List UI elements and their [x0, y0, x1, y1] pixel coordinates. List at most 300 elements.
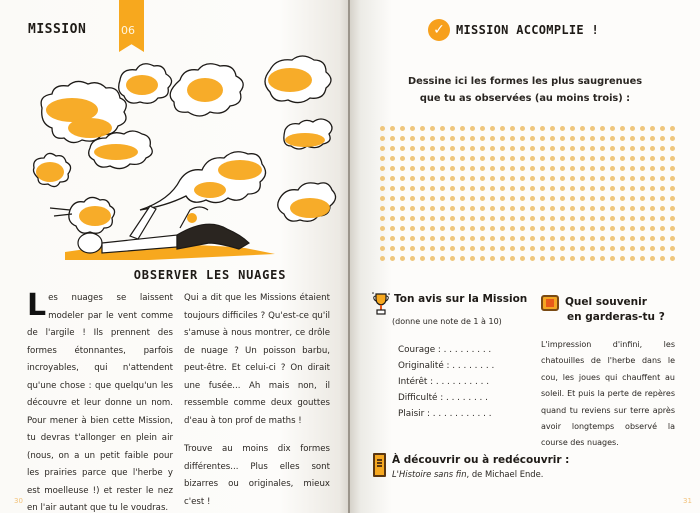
grid-dot: [510, 226, 515, 231]
grid-dot: [670, 226, 675, 231]
grid-dot: [570, 166, 575, 171]
grid-dot: [560, 126, 565, 131]
grid-dot: [580, 156, 585, 161]
grid-dot: [400, 236, 405, 241]
grid-dot: [530, 226, 535, 231]
grid-dot: [450, 246, 455, 251]
grid-dot: [500, 236, 505, 241]
grid-dot: [660, 216, 665, 221]
grid-dot: [390, 126, 395, 131]
grid-dot: [470, 196, 475, 201]
grid-dot: [610, 256, 615, 261]
grid-dot: [660, 206, 665, 211]
grid-dot: [500, 156, 505, 161]
grid-dot: [520, 136, 525, 141]
grid-dot: [440, 126, 445, 131]
grid-dot: [530, 246, 535, 251]
rating-blank[interactable]: . . . . . . . . . .: [435, 377, 490, 387]
grid-dot: [520, 206, 525, 211]
grid-dot: [640, 226, 645, 231]
grid-dot: [520, 186, 525, 191]
grid-dot: [520, 126, 525, 131]
grid-dot: [420, 206, 425, 211]
grid-dot: [650, 256, 655, 261]
grid-dot: [500, 146, 505, 151]
grid-dot: [430, 226, 435, 231]
grid-dot: [580, 256, 585, 261]
grid-dot: [480, 176, 485, 181]
grid-dot: [530, 236, 535, 241]
drawing-dot-grid[interactable]: [378, 124, 678, 266]
grid-dot: [460, 166, 465, 171]
grid-dot: [550, 246, 555, 251]
grid-dot: [480, 216, 485, 221]
grid-dot: [400, 126, 405, 131]
grid-dot: [490, 156, 495, 161]
grid-dot: [530, 126, 535, 131]
grid-dot: [540, 176, 545, 181]
grid-dot: [540, 156, 545, 161]
grid-dot: [610, 176, 615, 181]
grid-dot: [490, 236, 495, 241]
grid-dot: [590, 146, 595, 151]
grid-dot: [490, 206, 495, 211]
rating-label: Originalité :: [398, 361, 450, 371]
grid-dot: [580, 126, 585, 131]
grid-dot: [590, 206, 595, 211]
grid-dot: [380, 226, 385, 231]
grid-dot: [520, 226, 525, 231]
grid-dot: [530, 186, 535, 191]
rating-list: [398, 342, 532, 422]
grid-dot: [450, 196, 455, 201]
grid-dot: [590, 246, 595, 251]
grid-dot: [380, 206, 385, 211]
grid-dot: [670, 136, 675, 141]
grid-dot: [670, 246, 675, 251]
grid-dot: [620, 216, 625, 221]
rating-row-interet[interactable]: [398, 374, 532, 390]
grid-dot: [630, 166, 635, 171]
grid-dot: [630, 216, 635, 221]
grid-dot: [460, 196, 465, 201]
grid-dot: [610, 246, 615, 251]
grid-dot: [440, 216, 445, 221]
grid-dot: [650, 196, 655, 201]
photo-frame-icon: [541, 295, 559, 311]
grid-dot: [410, 226, 415, 231]
souvenir-text: L'impression d'infini, les chatouilles de l'herbe dans le cou, les joues qui chauffent au soleil. Et puis la perte de repères quand tu reviens sur terre après avoir longtemps observé la course des nuages.: [541, 340, 675, 448]
grid-dot: [520, 166, 525, 171]
book-author: , de Michael Ende.: [466, 469, 544, 479]
grid-dot: [580, 146, 585, 151]
rating-label: Intérêt :: [398, 377, 434, 387]
grid-dot: [600, 176, 605, 181]
grid-dot: [500, 196, 505, 201]
draw-instruction-line-1: Dessine ici les formes les plus saugrenues: [407, 76, 643, 87]
grid-dot: [660, 246, 665, 251]
grid-dot: [630, 176, 635, 181]
grid-dot: [650, 176, 655, 181]
grid-dot: [670, 186, 675, 191]
grid-dot: [630, 126, 635, 131]
grid-dot: [430, 196, 435, 201]
grid-dot: [620, 246, 625, 251]
grid-dot: [640, 126, 645, 131]
grid-dot: [540, 236, 545, 241]
grid-dot: [380, 156, 385, 161]
grid-dot: [610, 226, 615, 231]
grid-dot: [570, 236, 575, 241]
grid-dot: [640, 246, 645, 251]
rating-row-courage[interactable]: [398, 342, 532, 358]
grid-dot: [380, 256, 385, 261]
column-2-paragraph-1: Qui a dit que les Missions étaient toujours difficiles ? Qu'est-ce qu'il s'amuse à nous montrer, ce drôle de nuage ? Un poisson barbu, peut-être. Et celui-ci ? On dirait une fusée... Ah mais non, il ressemble comme deux gouttes d'eau à ton prof de maths !: [184, 293, 330, 426]
grid-dot: [440, 176, 445, 181]
grid-dot: [540, 246, 545, 251]
rating-blank[interactable]: . . . . . . . .: [452, 361, 495, 371]
grid-dot: [490, 256, 495, 261]
grid-dot: [660, 146, 665, 151]
grid-dot: [660, 226, 665, 231]
grid-dot: [440, 156, 445, 161]
grid-dot: [450, 166, 455, 171]
grid-dot: [580, 226, 585, 231]
rating-row-originalite[interactable]: [398, 358, 532, 374]
grid-dot: [390, 256, 395, 261]
grid-dot: [460, 246, 465, 251]
grid-dot: [620, 206, 625, 211]
rating-blank[interactable]: . . . . . . . . .: [443, 345, 492, 355]
grid-dot: [440, 136, 445, 141]
grid-dot: [590, 186, 595, 191]
grid-dot: [530, 176, 535, 181]
grid-dot: [420, 146, 425, 151]
grid-dot: [670, 166, 675, 171]
grid-dot: [460, 146, 465, 151]
grid-dot: [440, 246, 445, 251]
grid-dot: [620, 196, 625, 201]
grid-dot: [640, 206, 645, 211]
grid-dot: [450, 186, 455, 191]
grid-dot: [520, 196, 525, 201]
rating-row-plaisir[interactable]: [398, 406, 532, 422]
grid-dot: [570, 226, 575, 231]
grid-dot: [510, 196, 515, 201]
grid-dot: [390, 136, 395, 141]
grid-dot: [660, 166, 665, 171]
grid-dot: [460, 156, 465, 161]
grid-dot: [410, 166, 415, 171]
grid-dot: [500, 136, 505, 141]
grid-dot: [480, 196, 485, 201]
grid-dot: [580, 176, 585, 181]
grid-dot: [660, 136, 665, 141]
grid-dot: [530, 146, 535, 151]
grid-dot: [550, 176, 555, 181]
rating-label: Courage :: [398, 345, 441, 355]
grid-dot: [630, 196, 635, 201]
grid-dot: [600, 256, 605, 261]
grid-dot: [510, 186, 515, 191]
grid-dot: [610, 156, 615, 161]
grid-dot: [440, 166, 445, 171]
grid-dot: [420, 216, 425, 221]
grid-dot: [490, 126, 495, 131]
grid-dot: [570, 136, 575, 141]
grid-dot: [420, 256, 425, 261]
grid-dot: [450, 256, 455, 261]
grid-dot: [470, 216, 475, 221]
grid-dot: [620, 136, 625, 141]
grid-dot: [620, 186, 625, 191]
grid-dot: [580, 216, 585, 221]
grid-dot: [480, 246, 485, 251]
grid-dot: [510, 156, 515, 161]
grid-dot: [670, 206, 675, 211]
grid-dot: [440, 256, 445, 261]
grid-dot: [540, 136, 545, 141]
mission-header: [28, 22, 135, 37]
grid-dot: [560, 156, 565, 161]
grid-dot: [390, 226, 395, 231]
grid-dot: [600, 126, 605, 131]
grid-dot: [470, 236, 475, 241]
grid-dot: [450, 206, 455, 211]
grid-dot: [590, 176, 595, 181]
grid-dot: [430, 166, 435, 171]
grid-dot: [410, 206, 415, 211]
grid-dot: [470, 246, 475, 251]
rating-section: [372, 292, 532, 422]
grid-dot: [420, 126, 425, 131]
grid-dot: [500, 246, 505, 251]
draw-instruction: [380, 73, 670, 107]
grid-dot: [650, 186, 655, 191]
grid-dot: [410, 176, 415, 181]
grid-dot: [640, 236, 645, 241]
grid-dot: [600, 246, 605, 251]
grid-dot: [560, 136, 565, 141]
grid-dot: [410, 136, 415, 141]
grid-dot: [500, 216, 505, 221]
grid-dot: [480, 206, 485, 211]
grid-dot: [590, 226, 595, 231]
grid-dot: [580, 196, 585, 201]
grid-dot: [620, 226, 625, 231]
grid-dot: [480, 136, 485, 141]
grid-dot: [620, 176, 625, 181]
grid-dot: [610, 146, 615, 151]
mission-accomplished-header: [428, 19, 599, 41]
rating-row-difficulte[interactable]: [398, 390, 532, 406]
grid-dot: [450, 136, 455, 141]
grid-dot: [610, 166, 615, 171]
grid-dot: [510, 126, 515, 131]
trophy-icon: [372, 292, 390, 316]
grid-dot: [580, 236, 585, 241]
grid-dot: [520, 236, 525, 241]
grid-dot: [670, 196, 675, 201]
grid-dot: [650, 236, 655, 241]
grid-dot: [380, 126, 385, 131]
grid-dot: [570, 156, 575, 161]
grid-dot: [550, 126, 555, 131]
grid-dot: [550, 156, 555, 161]
draw-instruction-line-2: que tu as observées (au moins trois) :: [419, 93, 631, 104]
grid-dot: [430, 186, 435, 191]
grid-dot: [490, 186, 495, 191]
grid-dot: [590, 256, 595, 261]
grid-dot: [490, 166, 495, 171]
grid-dot: [570, 146, 575, 151]
grid-dot: [510, 166, 515, 171]
grid-dot: [550, 186, 555, 191]
grid-dot: [660, 176, 665, 181]
grid-dot: [530, 196, 535, 201]
grid-dot: [510, 136, 515, 141]
grid-dot: [550, 146, 555, 151]
grid-dot: [510, 216, 515, 221]
grid-dot: [490, 246, 495, 251]
grid-dot: [470, 256, 475, 261]
grid-dot: [560, 146, 565, 151]
book-title: L'Histoire sans fin: [392, 469, 467, 479]
grid-dot: [430, 216, 435, 221]
grid-dot: [480, 256, 485, 261]
grid-dot: [650, 206, 655, 211]
grid-dot: [390, 246, 395, 251]
grid-dot: [580, 136, 585, 141]
grid-dot: [470, 136, 475, 141]
grid-dot: [410, 186, 415, 191]
grid-dot: [420, 136, 425, 141]
grid-dot: [550, 136, 555, 141]
grid-dot: [640, 136, 645, 141]
grid-dot: [510, 256, 515, 261]
grid-dot: [640, 166, 645, 171]
discover-title: À découvrir ou à redécouvrir :: [392, 454, 570, 466]
grid-dot: [600, 166, 605, 171]
grid-dot: [490, 176, 495, 181]
grid-dot: [400, 186, 405, 191]
grid-dot: [670, 256, 675, 261]
grid-dot: [450, 146, 455, 151]
grid-dot: [400, 256, 405, 261]
grid-dot: [600, 226, 605, 231]
grid-dot: [640, 196, 645, 201]
grid-dot: [400, 146, 405, 151]
grid-dot: [520, 216, 525, 221]
check-circle-icon: ✓: [428, 19, 450, 41]
grid-dot: [490, 226, 495, 231]
grid-dot: [640, 176, 645, 181]
grid-dot: [650, 136, 655, 141]
grid-dot: [540, 196, 545, 201]
grid-dot: [630, 236, 635, 241]
grid-dot: [580, 166, 585, 171]
grid-dot: [590, 166, 595, 171]
grid-dot: [390, 206, 395, 211]
grid-dot: [400, 206, 405, 211]
grid-dot: [590, 126, 595, 131]
grid-dot: [460, 236, 465, 241]
grid-dot: [430, 246, 435, 251]
grid-dot: [410, 256, 415, 261]
grid-dot: [410, 126, 415, 131]
grid-dot: [420, 166, 425, 171]
grid-dot: [570, 246, 575, 251]
grid-dot: [550, 236, 555, 241]
grid-dot: [610, 126, 615, 131]
grid-dot: [430, 136, 435, 141]
grid-dot: [560, 236, 565, 241]
grid-dot: [550, 216, 555, 221]
grid-dot: [560, 226, 565, 231]
grid-dot: [530, 256, 535, 261]
grid-dot: [500, 206, 505, 211]
discover-section: [373, 453, 569, 481]
grid-dot: [660, 126, 665, 131]
rating-title: Ton avis sur la Mission: [394, 293, 528, 305]
grid-dot: [480, 186, 485, 191]
grid-dot: [380, 216, 385, 221]
grid-dot: [670, 126, 675, 131]
grid-dot: [540, 226, 545, 231]
grid-dot: [530, 136, 535, 141]
grid-dot: [440, 226, 445, 231]
grid-dot: [490, 196, 495, 201]
grid-dot: [420, 246, 425, 251]
grid-dot: [640, 146, 645, 151]
grid-dot: [670, 216, 675, 221]
grid-dot: [620, 156, 625, 161]
grid-dot: [480, 236, 485, 241]
page-number-left: 30: [14, 497, 23, 505]
grid-dot: [430, 256, 435, 261]
grid-dot: [500, 166, 505, 171]
discover-text: [392, 467, 569, 481]
rating-label: Plaisir :: [398, 409, 430, 419]
grid-dot: [470, 186, 475, 191]
grid-dot: [450, 216, 455, 221]
grid-dot: [470, 206, 475, 211]
grid-dot: [620, 256, 625, 261]
grid-dot: [440, 186, 445, 191]
grid-dot: [580, 186, 585, 191]
grid-dot: [410, 236, 415, 241]
grid-dot: [660, 186, 665, 191]
grid-dot: [570, 176, 575, 181]
grid-dot: [590, 196, 595, 201]
grid-dot: [540, 216, 545, 221]
grid-dot: [580, 246, 585, 251]
grid-dot: [640, 186, 645, 191]
grid-dot: [500, 256, 505, 261]
grid-dot: [500, 186, 505, 191]
grid-dot: [490, 146, 495, 151]
grid-dot: [390, 146, 395, 151]
grid-dot: [430, 156, 435, 161]
grid-dot: [490, 216, 495, 221]
grid-dot: [610, 206, 615, 211]
rating-blank[interactable]: . . . . . . . . . . .: [432, 409, 492, 419]
rating-blank[interactable]: . . . . . . . .: [446, 393, 488, 403]
grid-dot: [400, 216, 405, 221]
grid-dot: [380, 186, 385, 191]
grid-dot: [430, 126, 435, 131]
grid-dot: [550, 196, 555, 201]
